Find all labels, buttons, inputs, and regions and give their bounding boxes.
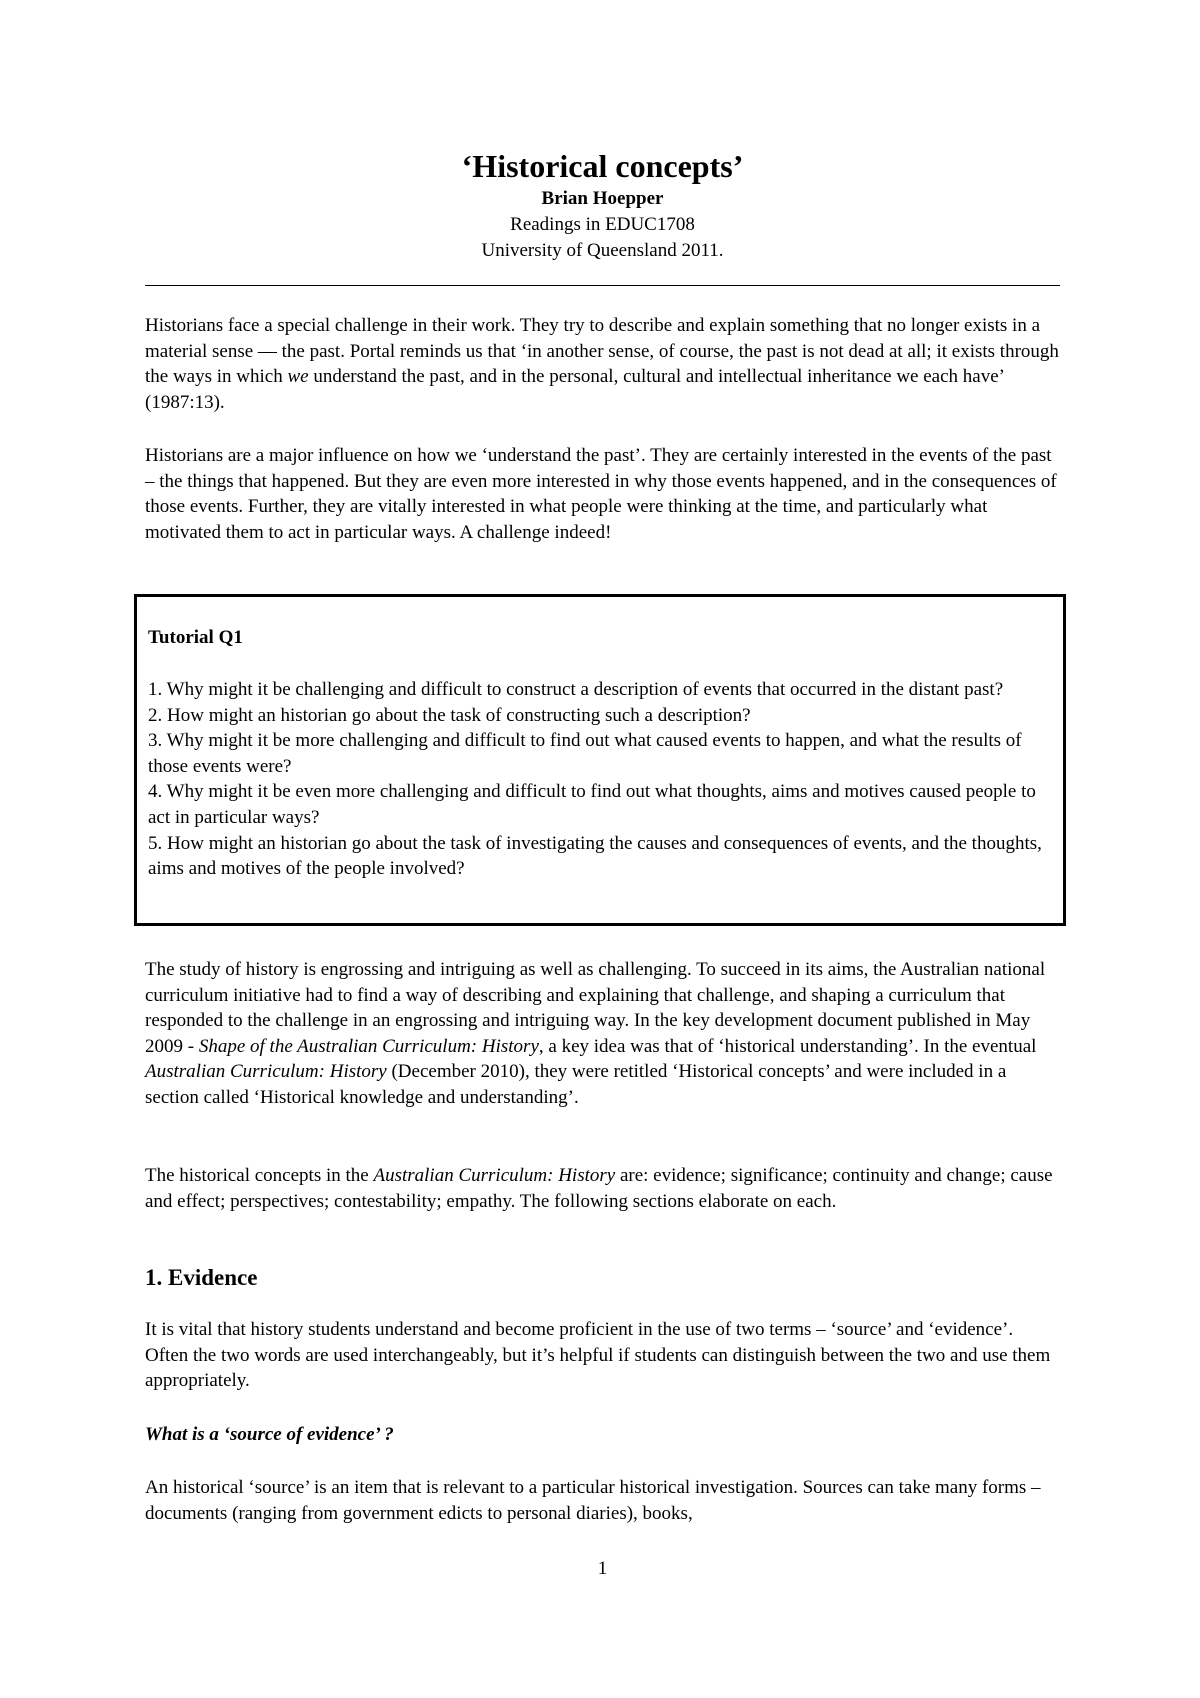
header-divider xyxy=(145,285,1060,286)
tutorial-question: 5. How might an historian go about the task of investigating the causes and consequences of events, and the thoughts, aims and motives of the people involved? xyxy=(148,832,1042,880)
tutorial-question: 1. Why might it be challenging and difficult to construct a description of events that occurred in the distant past? xyxy=(148,679,1004,700)
intro-paragraph-1: Historians face a special challenge in their work. They try to describe and explain something that no longer exists in a material sense — the past. Portal reminds us that ‘in another sense, of course, the past is not dead at all; it exists through the ways in which we understand the past, and in the personal, cultural and intellectual inheritance we each have’ (1987:13). xyxy=(145,315,1059,413)
author-name: Brian Hoepper xyxy=(541,188,664,209)
tutorial-box xyxy=(134,594,1066,926)
tutorial-heading: Tutorial Q1 xyxy=(148,627,243,648)
subheading-source-of-evidence: What is a ‘source of evidence’ ? xyxy=(145,1424,394,1445)
tutorial-question-list xyxy=(148,677,1053,882)
body-paragraph-curriculum: The study of history is engrossing and intriguing as well as challenging. To succeed in its aims, the Australian national curriculum initiative had to find a way of describing and explaining that challenge, and shaping a curriculum that responded to the challenge in an engrossing and intriguing way. In the key development document published in May 2009 - Shape of the Australian Curriculum: History, a key idea was that of ‘historical understanding’. In the eventual Australian Curriculum: History (December 2010), they were retitled ‘Historical concepts’ and were included in a section called ‘Historical knowledge and understanding’. xyxy=(145,959,1046,1108)
body-paragraph-evidence: It is vital that history students understand and become proficient in the use of two terms – ‘source’ and ‘evidence’. Often the two words are used interchangeably, but it’s helpful if students can distinguish between the two and use them appropriately. xyxy=(145,1319,1051,1392)
body-paragraph-source: An historical ‘source’ is an item that is relevant to a particular historical investigation. Sources can take many forms – documents (ranging from government edicts to personal diaries), books, xyxy=(145,1477,1041,1524)
tutorial-question: 4. Why might it be even more challenging and difficult to find out what thoughts, aims and motives caused people to act in particular ways? xyxy=(148,781,1036,828)
readings-line: Readings in EDUC1708 xyxy=(510,214,695,235)
section-heading-evidence: 1. Evidence xyxy=(145,1265,258,1290)
document-title: ‘Historical concepts’ xyxy=(461,148,744,184)
intro-paragraph-2: Historians are a major influence on how we ‘understand the past’. They are certainly interested in the events of the past – the things that happened. But they are even more interested in why those events happened, and in the consequences of those events. Further, they are vitally interested in what people were thinking at the time, and particularly what motivated them to act in particular ways. A challenge indeed! xyxy=(145,445,1057,543)
tutorial-question: 2. How might an historian go about the task of constructing such a description? xyxy=(148,704,751,726)
page-number: 1 xyxy=(597,1558,608,1579)
tutorial-question: 3. Why might it be more challenging and difficult to find out what caused events to happen, and what the results of those events were? xyxy=(148,730,1022,777)
institution-line: University of Queensland 2011. xyxy=(481,240,724,261)
document-page xyxy=(145,0,1060,1698)
body-paragraph-concepts: The historical concepts in the Australian Curriculum: History are: evidence; significance; continuity and change; cause and effect; perspectives; contestability; empathy. The following sections elaborate on each. xyxy=(145,1165,1053,1212)
